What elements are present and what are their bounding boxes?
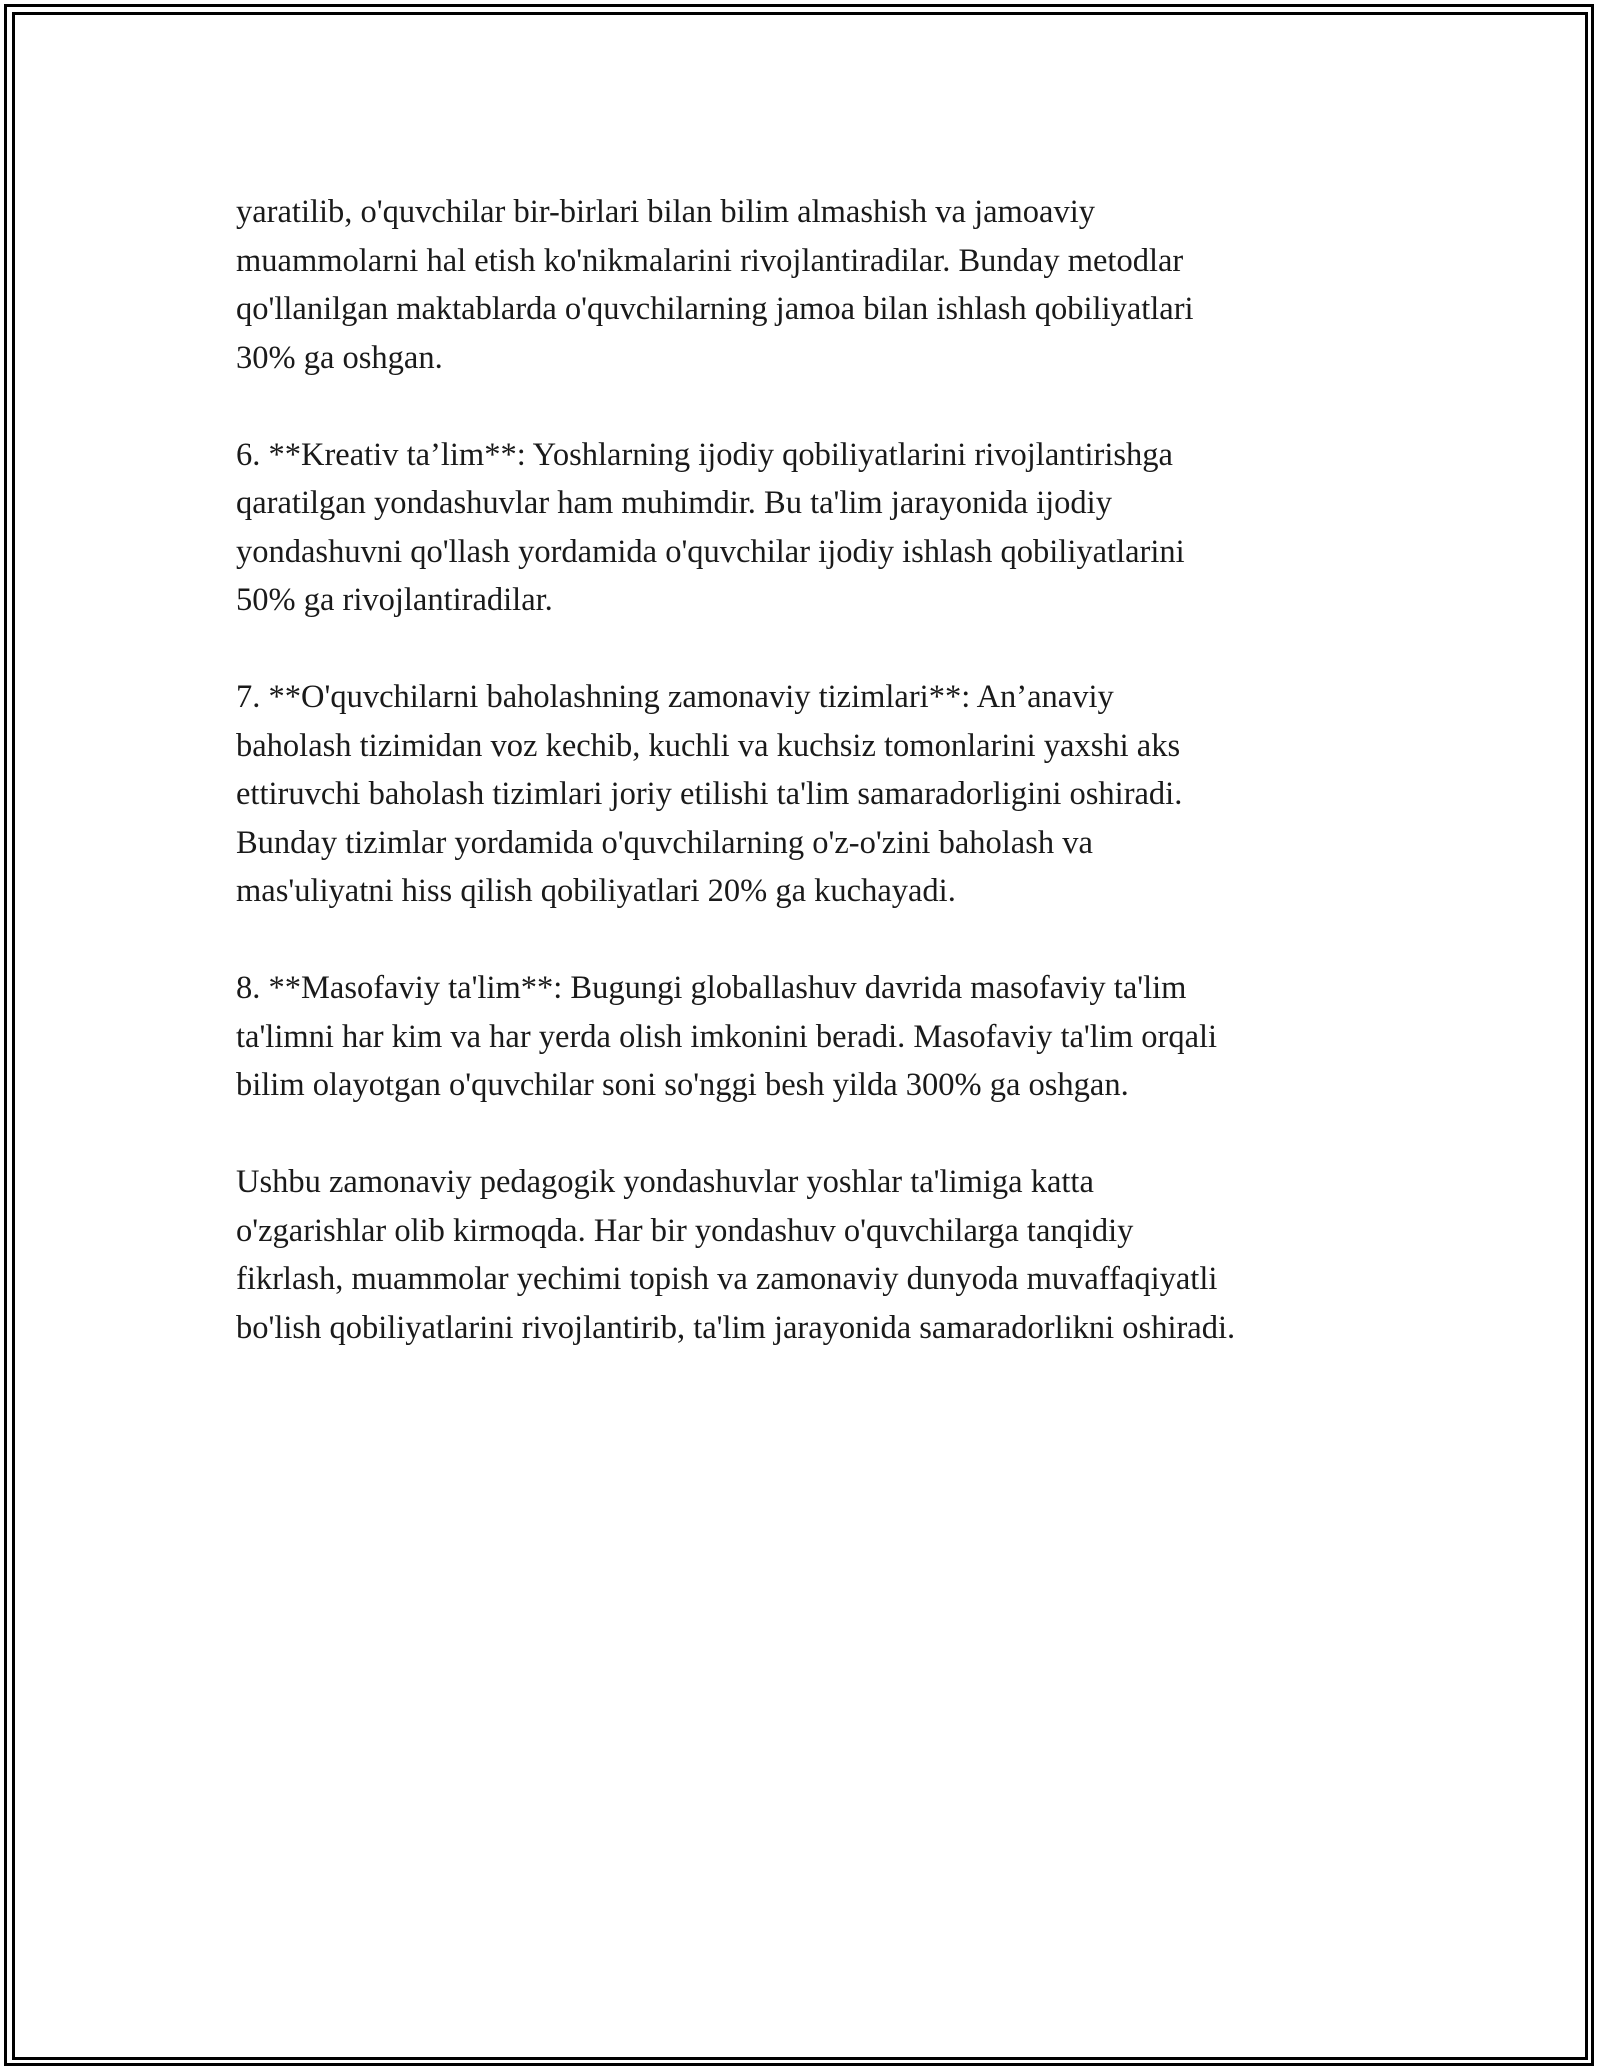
paragraph-continuation: yaratilib, o'quvchilar bir-birlari bilan bilim almashish va jamoaviy muammolarni hal etish ko'nikmalarini rivojlantiradilar. Bunday metodlar qo'llanilgan maktablarda o'quvchilarning jamoa bilan ishlash qobiliyatlari 30% ga oshgan. (236, 194, 1194, 376)
paragraph-baholash-tizimlari: 7. **O'quvchilarni baholashning zamonaviy tizimlari**: An’anaviy baholash tizimidan voz kechib, kuchli va kuchsiz tomonlarini yaxshi aks ettiruvchi baholash tizimlari joriy etilishi ta'lim samaradorligini oshiradi. Bunday tizimlar yordamida o'quvchilarning o'z-o'zini baholash va mas'uliyatni hiss qilish qobiliyatlari 20% ga kuchayadi. (236, 679, 1183, 909)
paragraph-kreativ-talim: 6. **Kreativ ta’lim**: Yoshlarning ijodiy qobiliyatlarini rivojlantirishga qaratilgan yondashuvlar ham muhimdir. Bu ta'lim jarayonida ijodiy yondashuvni qo'llash yordamida o'quvchilar ijodiy ishlash qobiliyatlarini 50% ga rivojlantiradilar. (236, 436, 1185, 618)
document-body (236, 188, 1386, 1352)
paragraph-conclusion: Ushbu zamonaviy pedagogik yondashuvlar yoshlar ta'limiga katta o'zgarishlar olib kirmoqda. Har bir yondashuv o'quvchilarga tanqidiy fikrlash, muammolar yechimi topish va zamonaviy dunyoda muvaffaqiyatli bo'lish qobiliyatlarini rivojlantirib, ta'lim jarayonida samaradorlikni oshiradi. (236, 1164, 1236, 1346)
paragraph-masofaviy-talim: 8. **Masofaviy ta'lim**: Bugungi globallashuv davrida masofaviy ta'lim ta'limni har kim va har yerda olish imkonini beradi. Masofaviy ta'lim orqali bilim olayotgan o'quvchilar soni so'nggi besh yilda 300% ga oshgan. (236, 970, 1218, 1103)
